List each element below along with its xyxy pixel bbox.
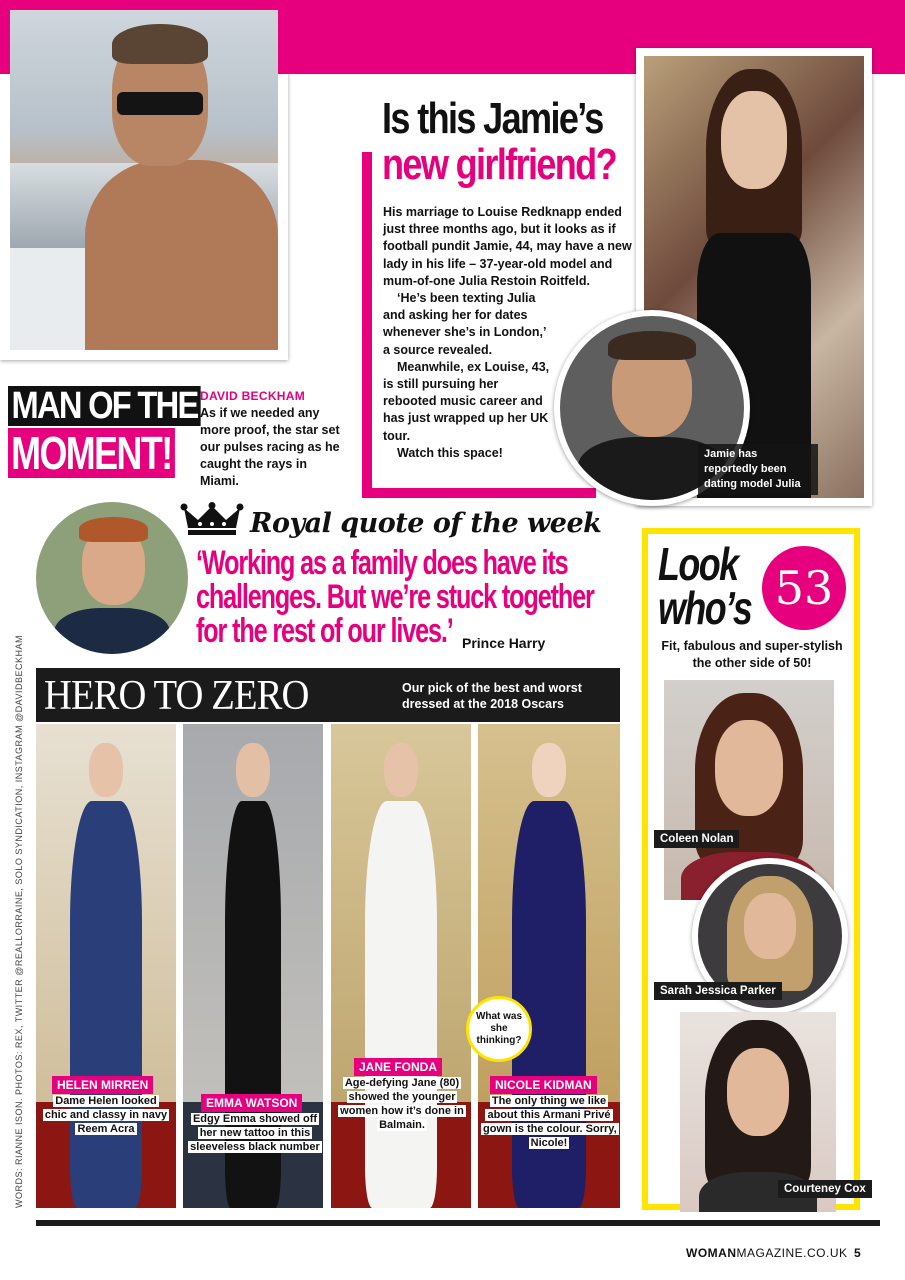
helen-mirren-caption: Dame Helen looked chic and classy in navy Reem Acra	[44, 1095, 168, 1135]
look-title-line2: who’s	[658, 582, 752, 634]
royal-quote-line1: ‘Working as a family does have its	[196, 544, 568, 582]
look-whos-subtitle: Fit, fabulous and super-stylish the other side of 50!	[661, 639, 843, 670]
man-title-line2: MOMENT!	[8, 428, 175, 478]
royal-quote-line2: challenges. But we’re stuck together	[196, 578, 594, 616]
nicole-kidman-caption: The only thing we like about this Armani Privé gown is the colour. Sorry, Nicole!	[483, 1095, 617, 1149]
footer-rule	[36, 1220, 880, 1226]
helen-mirren-tag: HELEN MIRREN	[52, 1076, 153, 1094]
jamie-para4: Watch this space!	[397, 445, 503, 460]
crown-icon	[180, 502, 244, 536]
photo-credits: WORDS: RIANNE ISON. PHOTOS: REX, TWITTER @REALLORRAINE, SOLO SYNDICATION, INSTAGRAM @DAVIDBECKHAM	[14, 634, 24, 1208]
page-number: 5	[854, 1246, 861, 1260]
jamie-para3: Meanwhile, ex Louise, 43, is still pursuing her rebooted music career and has just wrapped up her UK tour.	[383, 359, 550, 443]
beckham-name: DAVID BECKHAM	[200, 389, 306, 403]
hero-to-zero-subtitle: Our pick of the best and worst dressed at the 2018 Oscars	[402, 681, 582, 711]
beckham-blurb	[200, 388, 340, 490]
jamie-para2: ‘He’s been texting Julia and asking her for dates whenever she’s in London,’ a source revealed.	[383, 291, 546, 357]
jamie-photo-caption: Jamie has reportedly been dating model Julia	[698, 444, 818, 495]
look-whos-title	[658, 538, 778, 634]
jamie-headline-line1: Is this Jamie’s	[382, 94, 603, 143]
age-53-badge: 53	[762, 546, 846, 630]
jane-fonda-caption: Age-defying Jane (80) showed the younger women how it’s done in Balmain.	[340, 1077, 464, 1131]
beckham-photo	[0, 0, 288, 360]
man-of-the-moment-title	[8, 385, 198, 479]
sarah-jessica-parker-caption: Sarah Jessica Parker	[654, 982, 782, 1000]
royal-quote-title: Royal quote of the week	[250, 508, 602, 539]
jamie-headline	[382, 96, 642, 188]
emma-watson-tag: EMMA WATSON	[201, 1094, 302, 1112]
prince-harry-photo	[36, 502, 188, 654]
emma-watson-caption: Edgy Emma showed off her new tattoo in this sleeveless black number	[190, 1113, 320, 1153]
jane-fonda-tag: JANE FONDA	[354, 1058, 442, 1076]
jamie-headline-line2: new girlfriend?	[382, 140, 616, 189]
footer-site: WOMANMAGAZINE.CO.UK	[686, 1246, 848, 1260]
coleen-nolan-caption: Coleen Nolan	[654, 830, 739, 848]
royal-quote-attribution: Prince Harry	[462, 635, 546, 651]
what-was-she-thinking-bubble: What was she thinking?	[466, 996, 532, 1062]
jane-fonda-photo	[331, 724, 471, 1208]
royal-quote-text	[196, 544, 616, 651]
courteney-cox-caption: Courteney Cox	[778, 1180, 872, 1198]
beckham-text: As if we needed any more proof, the star set our pulses racing as he caught the rays in Miami.	[200, 406, 340, 488]
man-title-line1: MAN OF THE	[8, 386, 201, 426]
nicole-kidman-tag: NICOLE KIDMAN	[490, 1076, 597, 1094]
royal-quote-line3: for the rest of our lives.’	[196, 612, 453, 650]
hero-to-zero-title: HERO TO ZERO	[44, 673, 309, 719]
look-title-line1: Look	[658, 538, 738, 590]
jamie-para1: His marriage to Louise Redknapp ended just three months ago, but it looks as if football pundit Jamie, 44, may have a new lady in his life – 37-year-old model and mum-of-one Julia Restoin Roitfeld.	[383, 205, 632, 288]
